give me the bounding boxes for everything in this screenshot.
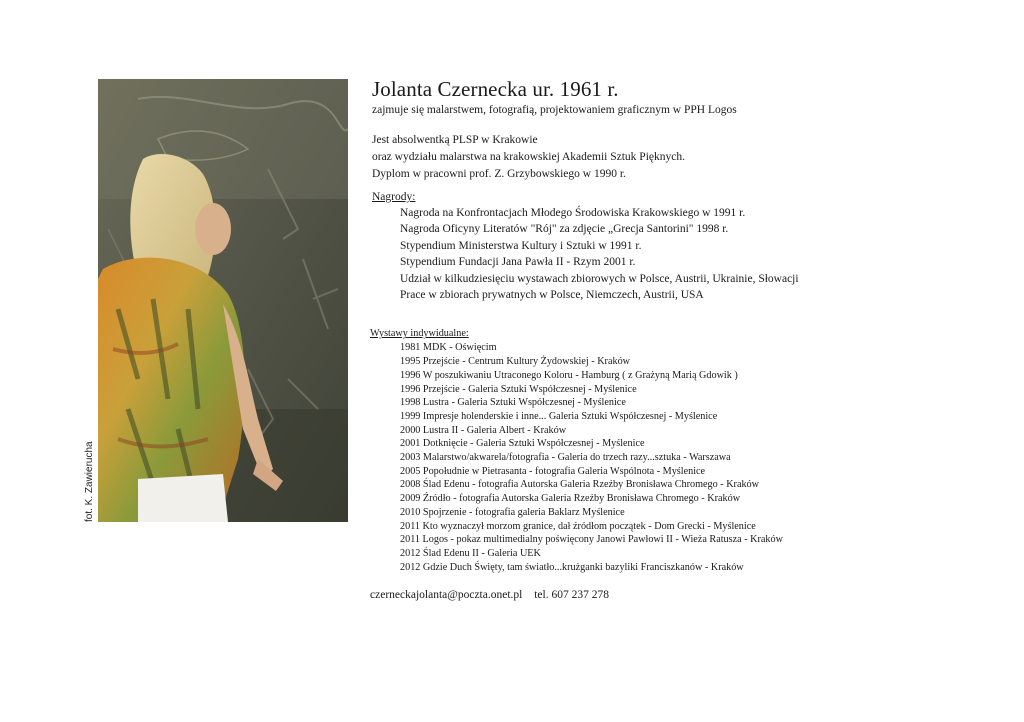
education-line: Dyplom w pracowni prof. Z. Grzybowskiego w 1990 r. xyxy=(372,168,626,180)
exhibition-item: 2012 Ślad Edenu II - Galeria UEK xyxy=(400,547,541,559)
exhibition-item: 1999 Impresje holenderskie i inne... Galeria Sztuki Współczesnej - Myślenice xyxy=(400,410,718,422)
exhibition-item: 2008 Ślad Edenu - fotografia Autorska Galeria Rzeźby Bronisława Chromego - Kraków xyxy=(400,479,760,491)
exhibitions-heading: Wystawy indywidualne: xyxy=(370,328,469,340)
contact-phone: tel. 607 237 278 xyxy=(534,589,609,602)
exhibition-item: 2012 Gdzie Duch Święty, tam światło...krużganki bazyliki Franciszkanów - Kraków xyxy=(400,561,744,573)
exhibition-item: 1996 Przejście - Galeria Sztuki Współczesnej - Myślenice xyxy=(400,383,637,395)
exhibition-item: 1998 Lustra - Galeria Sztuki Współczesnej - Myślenice xyxy=(400,397,626,409)
education-line: oraz wydziału malarstwa na krakowskiej Akademii Sztuk Pięknych. xyxy=(372,151,685,163)
awards-list xyxy=(372,205,1012,303)
contact-line xyxy=(370,588,1012,603)
award-item: Stypendium Fundacji Jana Pawła II - Rzym 2001 r. xyxy=(400,256,636,269)
education-section xyxy=(372,132,1012,183)
exhibition-item: 2000 Lustra II - Galeria Albert - Kraków xyxy=(400,424,567,436)
page-subtitle: zajmuje się malarstwem, fotografią, projektowaniem graficznym w PPH Logos xyxy=(372,104,737,116)
exhibition-item: 2011 Kto wyznaczył morzom granice, dał źródłom początek - Dom Grecki - Myślenice xyxy=(400,520,756,532)
exhibition-item: 1996 W poszukiwaniu Utraconego Koloru - Hamburg ( z Grażyną Marią Gdowik ) xyxy=(400,369,738,381)
contact-email[interactable]: czerneckajolanta@poczta.onet.pl xyxy=(370,589,523,602)
awards-section xyxy=(372,190,1012,303)
portrait-photo xyxy=(98,79,348,522)
page-title: Jolanta Czernecka ur. 1961 r. xyxy=(372,77,619,101)
exhibition-item: 2005 Popołudnie w Pietrasanta - fotografia Galeria Wspólnota - Myślenice xyxy=(400,465,706,477)
exhibition-item: 2009 Źródło - fotografia Autorska Galeria Rzeźby Bronisława Chromego - Kraków xyxy=(400,493,741,505)
photo-credit: fot. K. Zawierucha xyxy=(84,441,95,522)
exhibitions-section xyxy=(372,327,1012,574)
award-item: Nagroda na Konfrontacjach Młodego Środowiska Krakowskiego w 1991 r. xyxy=(400,207,746,219)
exhibition-item: 2003 Malarstwo/akwarela/fotografia - Galeria do trzech razy...sztuka - Warszawa xyxy=(400,452,731,464)
award-item: Stypendium Ministerstwa Kultury i Sztuki w 1991 r. xyxy=(400,239,642,252)
education-line: Jest absolwentką PLSP w Krakowie xyxy=(372,134,538,146)
award-item: Udział w kilkudziesięciu wystawach zbiorowych w Polsce, Austrii, Ukrainie, Słowacji xyxy=(400,272,799,285)
exhibition-item: 2001 Dotknięcie - Galeria Sztuki Współczesnej - Myślenice xyxy=(400,438,645,450)
exhibition-item: 1995 Przejście - Centrum Kultury Żydowskiej - Kraków xyxy=(400,356,631,368)
awards-heading: Nagrody: xyxy=(372,191,416,203)
exhibition-item: 2010 Spojrzenie - fotografia galeria Baklarz Myślenice xyxy=(400,506,625,518)
award-item: Nagroda Oficyny Literatów "Rój" za zdjęcie „Grecja Santorini" 1998 r. xyxy=(400,223,729,236)
award-item: Prace w zbiorach prywatnych w Polsce, Niemczech, Austrii, USA xyxy=(400,289,704,302)
exhibition-item: 1981 MDK - Oświęcim xyxy=(400,342,497,354)
bio-content xyxy=(372,76,1012,603)
exhibition-item: 2011 Logos - pokaz multimedialny poświęcony Janowi Pawłowi II - Wieża Ratusza - Kraków xyxy=(400,534,783,546)
exhibitions-list xyxy=(372,341,1012,574)
